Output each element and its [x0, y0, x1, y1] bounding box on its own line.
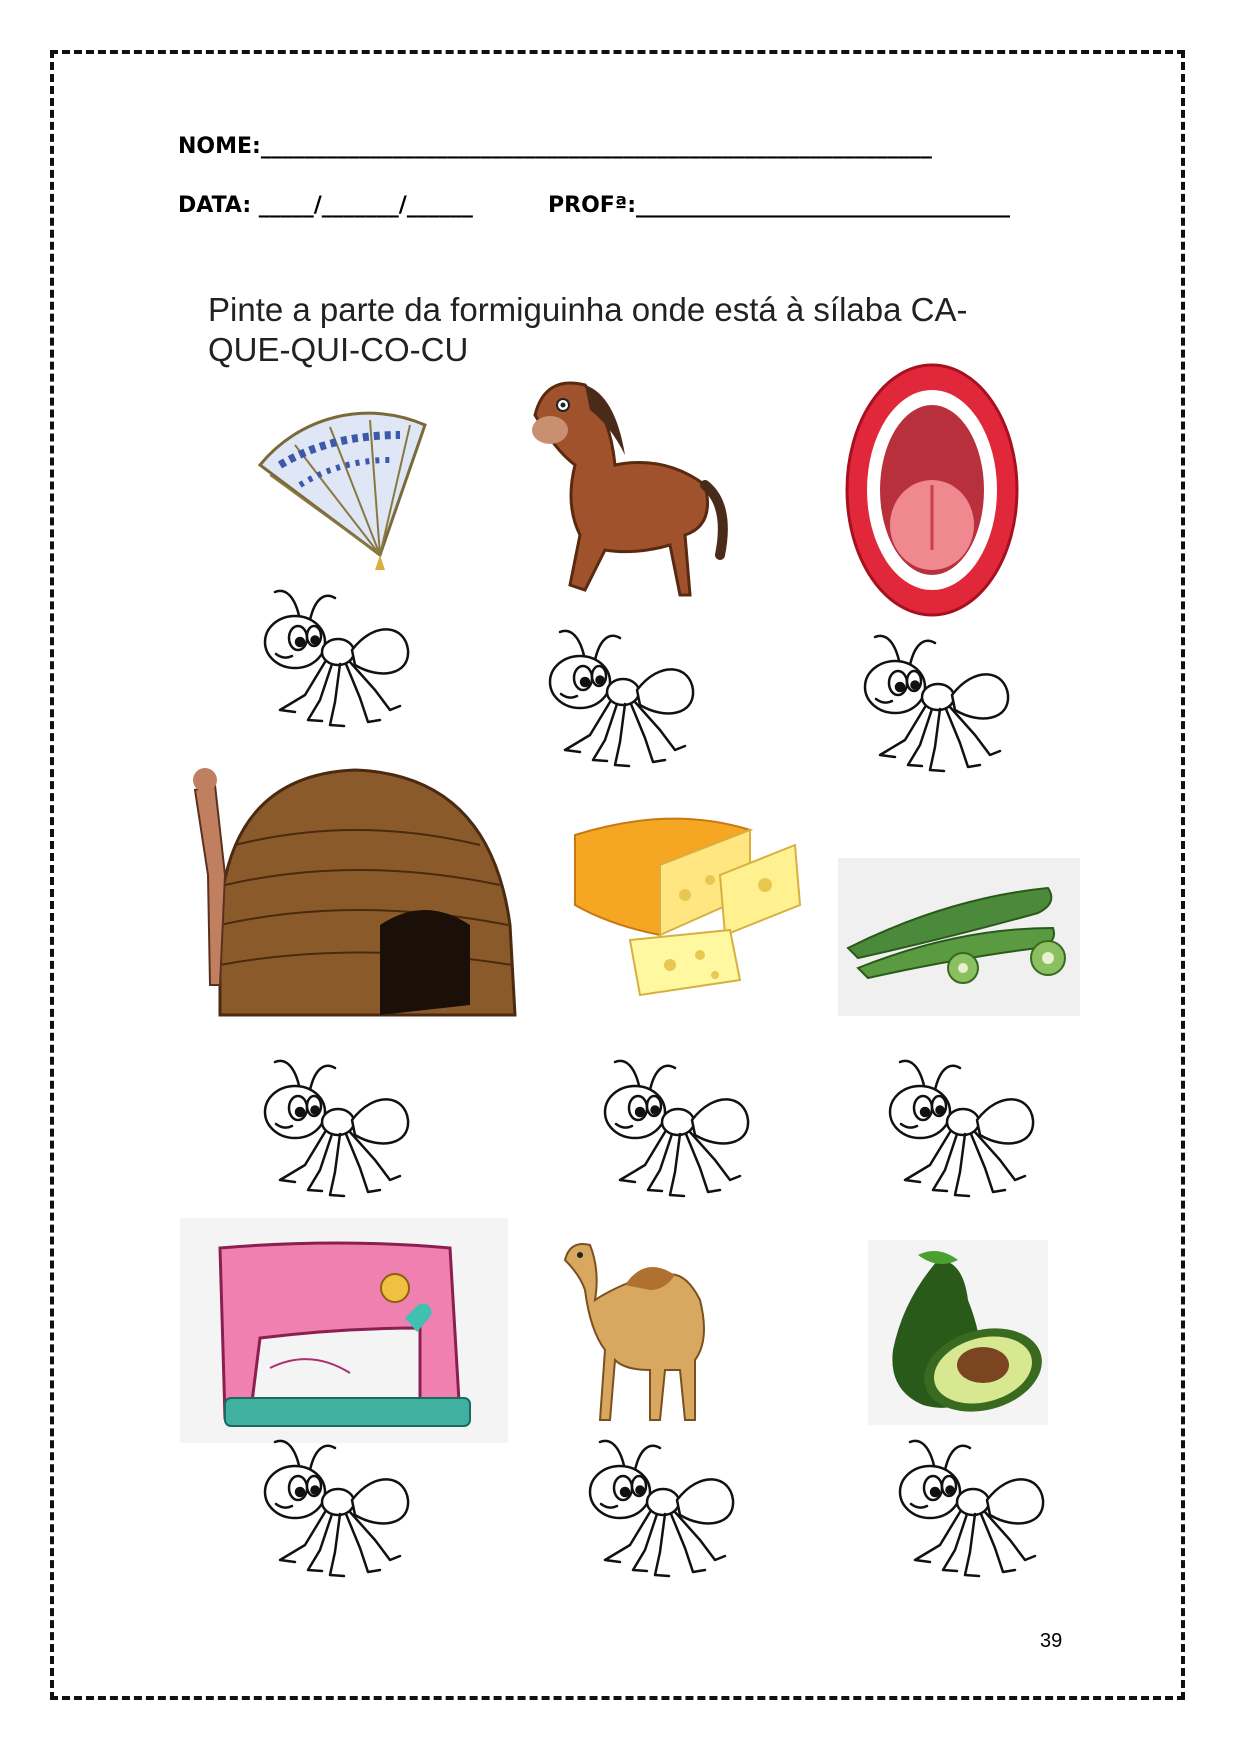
instruction-text: Pinte a parte da formiguinha onde está à sílaba CA-QUE-QUI-CO-CU [208, 291, 968, 368]
ant-outline-7[interactable] [240, 1430, 420, 1590]
ant-outline-1[interactable] [240, 580, 420, 740]
fan-icon [250, 405, 435, 575]
name-field[interactable]: NOME:_____________________________________________________________ [178, 134, 932, 159]
ant-outline-5[interactable] [580, 1050, 760, 1210]
hut-icon [180, 755, 530, 1020]
ant-outline-9[interactable] [875, 1430, 1055, 1590]
ant-outline-3[interactable] [840, 625, 1020, 785]
ant-outline-6[interactable] [865, 1050, 1045, 1210]
cheese-icon [570, 805, 805, 1000]
mouth-icon [845, 360, 1020, 620]
ant-outline-2[interactable] [525, 620, 705, 780]
ant-outline-8[interactable] [565, 1430, 745, 1590]
sewing-machine-icon [180, 1218, 508, 1443]
teacher-field[interactable]: PROFª:__________________________________ [548, 193, 1010, 218]
ant-outline-4[interactable] [240, 1050, 420, 1210]
date-field[interactable]: DATA: _____/_______/______ [178, 193, 473, 218]
horse-icon [515, 355, 740, 620]
camel-icon [555, 1230, 720, 1430]
avocado-icon [868, 1240, 1048, 1425]
page-number: 39 [1040, 1630, 1063, 1652]
okra-icon [838, 858, 1080, 1016]
